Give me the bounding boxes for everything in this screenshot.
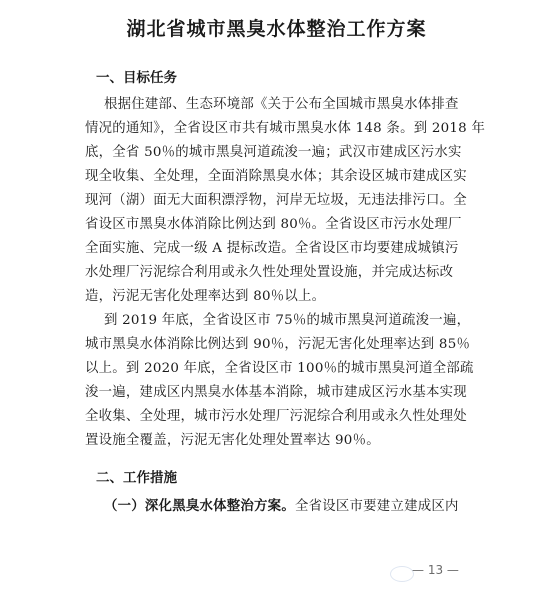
page-title: 湖北省城市黑臭水体整治工作方案 <box>126 18 427 40</box>
paragraph-line: 以上。到 2020 年底，全省设区市 100％的城市黑臭河道全部疏 <box>85 361 474 376</box>
paragraph-line: 全面实施、完成一级 A 提标改造。全省设区市均要建成城镇污 <box>85 241 459 256</box>
paragraph-line: 底，全省 50％的城市黑臭河道疏浚一遍；武汉市建成区污水实 <box>85 145 462 160</box>
paragraph-line: 全收集、全处理，城市污水处理厂污泥综合利用或永久性处理处 <box>85 409 467 424</box>
watermark-logo <box>390 566 414 582</box>
page-number: — 13 — <box>412 563 459 577</box>
paragraph-line: 城市黑臭水体消除比例达到 90％，污泥无害化处理率达到 85％ <box>85 337 471 352</box>
paragraph-line: 现全收集、全处理，全面消除黑臭水体；其余设区城市建成区实 <box>85 169 467 184</box>
paragraph-line: 置设施全覆盖，污泥无害化处理处置率达 90％。 <box>85 433 380 448</box>
paragraph-line: 浚一遍，建成区内黑臭水体基本消除，城市建成区污水基本实现 <box>85 385 467 400</box>
section-heading-measures: 二、工作措施 <box>96 470 177 486</box>
paragraph-line: 造，污泥无害化处理率达到 80％以上。 <box>85 289 326 304</box>
paragraph-line: 现河（湖）面无大面积漂浮物，河岸无垃圾，无违法排污口。全 <box>85 193 467 208</box>
subheading-deepen-plan: （一）深化黑臭水体整治方案。 <box>104 498 295 514</box>
paragraph-line: 根据住建部、生态环境部《关于公布全国城市黑臭水体排查 <box>104 97 459 112</box>
paragraph-line <box>104 498 488 515</box>
section-heading-goals: 一、目标任务 <box>96 70 177 86</box>
paragraph-line: 水处理厂污泥综合利用或永久性处理处置设施，并完成达标改 <box>85 265 454 280</box>
paragraph-text: 全省设区市要建立建成区内 <box>294 499 459 514</box>
paragraph-line: 省设区市黑臭水体消除比例达到 80％。全省设区市污水处理厂 <box>85 217 462 232</box>
paragraph-line: 到 2019 年底，全省设区市 75％的城市黑臭河道疏浚一遍， <box>104 313 471 328</box>
paragraph-line: 情况的通知》，全省设区市共有城市黑臭水体 148 条。到 2018 年 <box>85 121 486 136</box>
